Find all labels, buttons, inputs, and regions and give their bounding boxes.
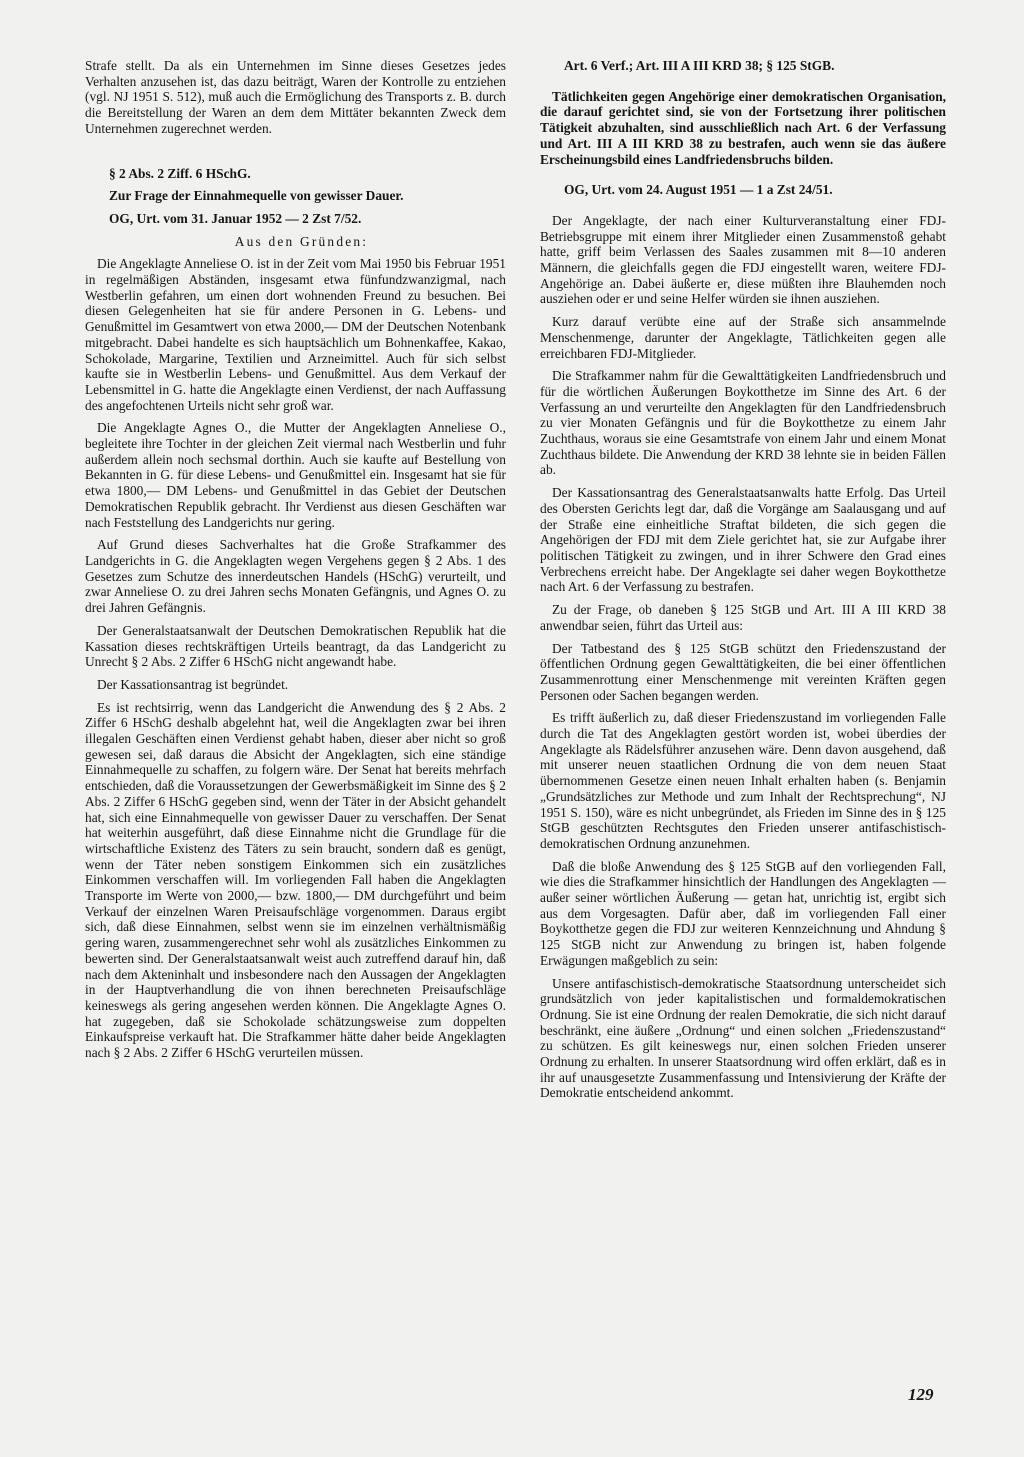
headnote: Tätlichkeiten gegen Angehörige einer demokratischen Organisation, die darauf gerichtet sind, sie von der Fortsetzung ihrer politischen Tätigkeit abzuhalten, sind ausschließlich nach Art. 6 der Verfassung und Art. III A III KRD 38 zu bestrafen, auch wenn sie das äußere Erscheinungsbild eines Landfriedensbruchs bilden. [540,88,946,167]
body-paragraph: Unsere antifaschistisch-demokratische Staatsordnung unterscheidet sich grundsätzlich von jeder kapitalistischen und formaldemokratischen Ordnung. Sie ist eine Ordnung der realen Demokratie, die sich nicht darauf beschränkt, eine äußere „Ordnung“ und einen solchen „Friedenszustand“ zu schützen. Es gilt keineswegs nur, einen solchen Frieden unserer Ordnung zu erhalten. In unserer Staatsordnung wird offen erklärt, daß es in ihr auf unausgesetzte Zusammenfassung und Intensivierung der Kräfte der Demokratie entscheidend ankommt. [540,975,946,1101]
body-paragraph: Die Strafkammer nahm für die Gewalttätigkeiten Landfriedensbruch und für die wörtlichen Äußerungen Boykotthetze im Sinne des Art. 6 der Verfassung an und verurteilte den Angeklagten für den Landfriedensbruch zu vier Monaten Gefängnis und für die Boykotthetze zu einem Jahr Zuchthaus, woraus sie eine Gesamtstrafe von einem Jahr und einem Monat Zuchthaus bildete. Die Anwendung der KRD 38 lehnte sie in beiden Fällen ab. [540,368,946,478]
right-column [540,58,946,1108]
body-paragraph: Der Angeklagte, der nach einer Kulturveranstaltung einer FDJ-Betriebsgruppe mit einem ihrer Mitglieder einen Zusammenstoß gehabt hatte, griff beim Verlassen des Saales zusammen mit 8—10 anderen Männern, die gleichfalls gegen die FDJ eingestellt waren, weitere FDJ-Angehörige an. Dabei äußerte er, diese müßten ihre Blauhemden noch ausziehen oder er und seine Helfer würden sie ihnen ausziehen. [540,212,946,307]
case-court: OG, Urt. vom 31. Januar 1952 — 2 Zst 7/52. [109,210,362,226]
body-paragraph: Der Generalstaatsanwalt der Deutschen Demokratischen Republik hat die Kassation dieses rechtskräftigen Urteils beantragt, da das Landgericht zu Unrecht § 2 Abs. 2 Ziffer 6 HSchG nicht angewandt habe. [85,622,506,670]
case-topic: Zur Frage der Einnahmequelle von gewisser Dauer. [109,188,404,204]
body-paragraph: Der Kassationsantrag ist begründet. [97,676,289,692]
section-heading: Aus den Gründen: [234,233,369,249]
case-reference: § 2 Abs. 2 Ziff. 6 HSchG. [109,165,251,181]
body-paragraph: Die Angeklagte Anneliese O. ist in der Zeit vom Mai 1950 bis Februar 1951 in regelmäßigen Abständen, insgesamt etwa fünfundzwanzigmal, nach Westberlin gefahren, um einen dort wohnenden Freund zu besuchen. Bei diesen Gelegenheiten hat sie für andere Personen in G. Lebens- und Genußmittel im Gesamtwert von etwa 2000,— DM der Deutschen Notenbank mitgebracht. Dabei handelte es sich hauptsächlich um Bohnenkaffee, Kakao, Schokolade, Margarine, Textilien und Arzneimittel. Auch für sich selbst kaufte sie in Westberlin Lebens- und Genußmittel. Aus dem Verkauf der Lebensmittel in G. hatte die Angeklagte einen Verdienst, der nach Auffassung des angefochtenen Urteils nicht sehr groß war. [85,256,506,413]
case-reference: Art. 6 Verf.; Art. III A III KRD 38; § 125 StGB. [564,58,835,73]
body-paragraph: Auf Grund dieses Sachverhaltes hat die Große Strafkammer des Landgerichts in G. die Angeklagten wegen Vergehens gegen § 2 Abs. 1 des Gesetzes zum Schutze des innerdeutschen Handels (HSchG) verurteilt, und zwar Anneliese O. zu drei Jahren sechs Monaten Gefängnis, und Agnes O. zu drei Jahren Gefängnis. [85,537,506,616]
body-paragraph: Kurz darauf verübte eine auf der Straße sich ansammelnde Menschenmenge, darunter der Angeklagte, Tätlichkeiten gegen alle erreichbaren FDJ-Mitglieder. [540,314,946,361]
body-paragraph: Der Tatbestand des § 125 StGB schützt den Friedenszustand der öffentlichen Ordnung gegen Gewalttätigkeiten, die bei einer öffentlichen Zusammenrottung einer Menschenmenge mit vereinten Kräften gegen Personen oder Sachen begangen werden. [540,640,946,703]
intro-paragraph: Strafe stellt. Da als ein Unternehmen im Sinne dieses Gesetzes jedes Verhalten anzusehen ist, das dazu beiträgt, Waren der Kontrolle zu entziehen (vgl. NJ 1951 S. 512), muß auch die Ermöglichung des Transports z. B. durch die Bereitstellung der Waren an dem dem Mittäter bekannten Zweck dem Unternehmen zugerechnet werden. [85,58,506,136]
body-paragraph: Es trifft äußerlich zu, daß dieser Friedenszustand im vorliegenden Falle durch die Tat des Angeklagten gestört worden ist, wobei überdies der Angeklagte als Rädelsführer anzusehen wäre. Denn davon ausgehend, daß mit unserer neuen staatlichen Ordnung die von dem neuen Staat übernommenen Gesetze einen neuen Inhalt erhalten haben (s. Benjamin „Grundsätzliches zur Methode und zum Inhalt der Rechtsprechung“, NJ 1951 S. 150), wäre es nicht unbegründet, als Frieden im Sinne des in § 125 StGB geschützten Rechtsgutes den Frieden unserer antifaschistisch-demokratischen Ordnung anzunehmen. [540,710,946,851]
body-paragraph: Die Angeklagte Agnes O., die Mutter der Angeklagten Anneliese O., begleitete ihre Tochter in der gleichen Zeit viermal nach Westberlin und fuhr außerdem allein noch sechsmal dorthin. Auch sie kaufte auf Bestellung von Bekannten in G. für diese Lebens- und Genußmittel ein. Insgesamt hat sie für etwa 1800,— DM Lebens- und Genußmittel in das Gebiet der Deutschen Demokratischen Republik gebracht. Ihr Verdienst aus diesen Geschäften war nach Feststellung des Landgerichts nur gering. [85,420,506,530]
body-paragraph: Es ist rechtsirrig, wenn das Landgericht die Anwendung des § 2 Abs. 2 Ziffer 6 HSchG deshalb abgelehnt hat, weil die Angeklagten zwar bei ihren illegalen Geschäften einen Verdienst gehabt haben, dieser aber nicht so groß gewesen sei, daß daraus die Absicht der Angeklagten, sich eine ständige Einnahmequelle zu schaffen, zu folgern wäre. Der Senat hat bereits mehrfach entschieden, daß die Voraussetzungen der Gewerbsmäßigkeit im Sinne des § 2 Abs. 2 Ziffer 6 HSchG gegeben sind, wenn der Täter in der Absicht gehandelt hat, sich eine Einnahmequelle von gewisser Dauer zu verschaffen. Der Senat hat weiterhin ausgeführt, daß diese Einnahme nicht die Grundlage für die wirtschaftliche Existenz des Täters zu sein braucht, sondern daß es genügt, wenn der Täter neben sonstigem Einkommen sich ein zusätzliches Einkommen verschaffen will. Im vorliegenden Fall haben die Angeklagten Transporte im Werte von 2000,— bzw. 1800,— DM durchgeführt und beim Verkauf der einzelnen Waren Preisaufschläge vorgenommen. Daraus ergibt sich, daß diese Einnahmen, selbst wenn sie im einzelnen verhältnismäßig gering waren, zusammengerechnet sehr wohl als zusätzliches Einkommen zu bewerten sind. Der Generalstaatsanwalt weist auch zutreffend darauf hin, daß nach dem Akteninhalt und insbesondere nach den Aussagen der Angeklagten in der Hauptverhandlung die von ihnen berechneten Preisaufschläge keineswegs als gering angesehen werden können. Die Angeklagte Agnes O. hat zugegeben, daß sie Schokolade schätzungsweise zum doppelten Einkaufspreise verkauft hat. Die Strafkammer hätte daher beide Angeklagten nach § 2 Abs. 2 Ziffer 6 HSchG verurteilen müssen. [85,699,506,1061]
body-paragraph: Daß die bloße Anwendung des § 125 StGB auf den vorliegenden Fall, wie dies die Strafkammer hinsichtlich der Handlungen des Angeklagten — außer seiner wörtlichen Äußerung — getan hat, unrichtig ist, ergibt sich aus dem Vorgesagten. Dafür aber, daß im vorliegenden Fall einer Boykotthetze gegen die FDJ zur weiteren Kennzeichnung und Ahndung § 125 StGB nicht zur Anwendung zu bringen ist, haben folgende Erwägungen maßgeblich zu sein: [540,858,946,968]
page-number: 129 [908,1385,934,1404]
body-paragraph: Zu der Frage, ob daneben § 125 StGB und Art. III A III KRD 38 anwendbar seien, führt das Urteil aus: [540,602,946,633]
case-court: OG, Urt. vom 24. August 1951 — 1 a Zst 24/51. [564,182,833,198]
left-column [85,58,506,1068]
body-paragraph: Der Kassationsantrag des Generalstaatsanwalts hatte Erfolg. Das Urteil des Obersten Gerichts legt dar, daß die Vorgänge am Saalausgang und auf der Straße eine einheitliche Straftat bildeten, die sich gegen die Angehörigen der FDJ mit dem Ziele gerichtet hat, sie zur Aufgabe ihrer politischen Tätigkeit zu zwingen, und in ihrer Schwere den Grad eines Verbrechens erreicht habe. Der Angeklagte sei daher wegen Boykotthetze nach Art. 6 der Verfassung zu bestrafen. [540,485,946,595]
